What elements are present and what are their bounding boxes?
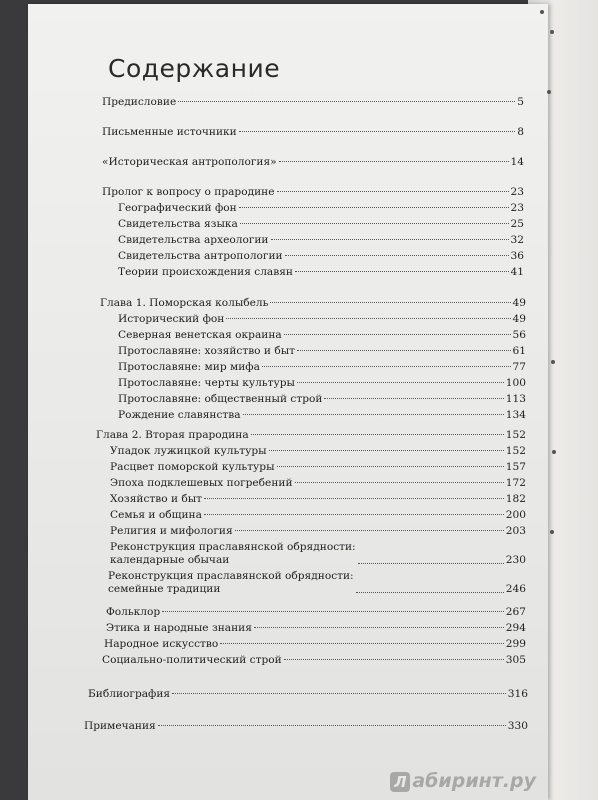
toc-entry [110, 525, 526, 538]
toc-leader-dots [295, 482, 504, 483]
toc-entry [84, 720, 528, 733]
toc-leader-dots [297, 382, 504, 383]
toc-entry [118, 250, 524, 263]
toc-entry [108, 570, 526, 596]
staple-hole [550, 530, 554, 534]
toc-leader-dots [172, 693, 506, 694]
toc-leader-dots [270, 302, 510, 303]
toc-entry [106, 606, 526, 619]
toc-leader-dots [277, 466, 504, 467]
toc-entry-label: Упадок лужицкой культуры [110, 445, 267, 457]
toc-page-number: 246 [505, 583, 526, 595]
toc-leader-dots [158, 725, 506, 726]
toc-leader-dots [269, 450, 504, 451]
toc-page-number: 294 [505, 622, 526, 634]
toc-page-number: 305 [505, 654, 526, 666]
toc-page-number: 100 [505, 377, 526, 389]
toc-entry-label: Хозяйство и быт [110, 493, 203, 505]
toc-entry-label: Протославяне: мир мифа [118, 361, 260, 373]
toc-entry [102, 156, 524, 169]
toc-entry [110, 445, 526, 458]
toc-entry [118, 313, 526, 326]
toc-leader-dots [162, 611, 504, 612]
toc-leader-dots [240, 223, 509, 224]
toc-page-number: 56 [512, 329, 526, 341]
toc-leader-dots [262, 366, 511, 367]
toc-entry [118, 409, 526, 422]
toc-leader-dots [251, 434, 504, 435]
toc-entry [100, 297, 526, 310]
toc-page-number: 23 [510, 202, 524, 214]
toc-page-number: 316 [507, 688, 528, 700]
toc-entry-label: Географический фон [118, 202, 237, 214]
toc-entry-label: Письменные источники [102, 126, 237, 138]
toc-entry-label-line1: Реконструкция праславянской обрядности: [108, 570, 354, 582]
toc-entry [118, 202, 524, 215]
toc-entry-label: Пролог к вопросу о прародине [102, 186, 275, 198]
toc-entry-label: Свидетельства археологии [118, 234, 269, 246]
toc-leader-dots [297, 350, 511, 351]
toc-page-number: 32 [510, 234, 524, 246]
toc-page-number: 200 [505, 509, 526, 521]
toc-leader-dots [356, 592, 504, 593]
toc-entry [88, 688, 528, 701]
toc-entry-label: Примечания [84, 720, 156, 732]
staple-hole [552, 450, 556, 454]
toc-entry-label: Религия и мифология [110, 525, 233, 537]
toc-entry [102, 126, 524, 139]
book-page [28, 4, 548, 800]
toc-page-number: 152 [505, 445, 526, 457]
toc-leader-dots [243, 414, 504, 415]
toc-page-number: 182 [505, 493, 526, 505]
toc-entry-label-line2: семейные традиции [108, 583, 221, 595]
toc-entry-label: Глава 2. Вторая прародина [96, 429, 249, 441]
toc-page-number: 61 [512, 345, 526, 357]
toc-entry-label: Расцвет поморской культуры [110, 461, 275, 473]
toc-page-number: 230 [505, 554, 526, 566]
watermark-badge: Л [390, 772, 410, 792]
toc-entry-label: Рождение славянства [118, 409, 241, 421]
toc-page-number: 157 [505, 461, 526, 473]
staple-hole [540, 10, 544, 14]
toc-leader-dots [324, 398, 503, 399]
toc-entry [110, 541, 526, 567]
toc-entry [118, 266, 524, 279]
toc-entry-label: Семья и община [110, 509, 202, 521]
toc-entry [118, 377, 526, 390]
toc-entry [106, 622, 526, 635]
toc-page-number: 203 [505, 525, 526, 537]
toc-entry-label-line2: календарные обычаи [110, 554, 230, 566]
toc-entry-label: Социально-политический строй [102, 654, 282, 666]
toc-entry [96, 429, 526, 442]
toc-entry [118, 361, 526, 374]
toc-entry-label: Исторический фон [118, 313, 225, 325]
toc-page-number: 330 [507, 720, 528, 732]
toc-page-number: 152 [505, 429, 526, 441]
watermark-logo [390, 770, 536, 792]
toc-entry [118, 393, 526, 406]
toc-entry-label [108, 570, 354, 596]
toc-leader-dots [285, 255, 509, 256]
staple-hole [551, 360, 555, 364]
toc-leader-dots [271, 239, 509, 240]
toc-entry-label: Библиография [88, 688, 171, 700]
toc-page-number: 134 [505, 409, 526, 421]
toc-leader-dots [239, 131, 516, 132]
toc-page-number: 41 [510, 266, 524, 278]
toc-page-number: 14 [510, 156, 524, 168]
toc-entry-label: Свидетельства антропологии [118, 250, 283, 262]
toc-leader-dots [358, 563, 504, 564]
toc-entry [118, 234, 524, 247]
toc-entry-label-line1: Реконструкция праславянской обрядности: [110, 541, 356, 553]
toc-page-number: 23 [510, 186, 524, 198]
toc-entry-label: Протославяне: общественный строй [118, 393, 323, 405]
toc-entry-label: Протославяне: черты культуры [118, 377, 295, 389]
toc-entry [118, 345, 526, 358]
toc-entry-label: Этика и народные знания [106, 622, 252, 634]
toc-entry-label: Народное искусство [104, 638, 219, 650]
toc-page-number: 49 [512, 313, 526, 325]
toc-entry [102, 654, 526, 667]
toc-leader-dots [235, 530, 504, 531]
toc-entry [118, 218, 524, 231]
toc-leader-dots [279, 161, 509, 162]
toc-entry-label: Теории происхождения славян [118, 266, 293, 278]
toc-page-number: 172 [505, 477, 526, 489]
toc-page-number: 8 [517, 126, 524, 138]
toc-entry [118, 329, 526, 342]
toc-leader-dots [204, 514, 504, 515]
staple-hole [547, 90, 551, 94]
table-of-contents [28, 4, 548, 800]
staple-hole [550, 30, 554, 34]
page-title: Содержание [108, 54, 281, 83]
toc-leader-dots [295, 271, 509, 272]
toc-entry-label: Свидетельства языка [118, 218, 238, 230]
toc-page-number: 25 [510, 218, 524, 230]
toc-leader-dots [284, 334, 511, 335]
toc-page-number: 113 [505, 393, 526, 405]
toc-leader-dots [226, 318, 510, 319]
watermark-text: абиринт.ру [412, 770, 536, 792]
toc-page-number: 49 [512, 297, 526, 309]
toc-leader-dots [254, 627, 504, 628]
toc-leader-dots [178, 101, 515, 102]
toc-page-number: 5 [517, 96, 524, 108]
toc-entry-label: Предисловие [102, 96, 177, 108]
toc-leader-dots [204, 498, 504, 499]
toc-entry [110, 461, 526, 474]
toc-leader-dots [284, 659, 504, 660]
toc-entry [110, 493, 526, 506]
toc-leader-dots [277, 191, 509, 192]
toc-page-number: 77 [512, 361, 526, 373]
toc-entry [110, 477, 526, 490]
toc-entry [104, 638, 526, 651]
toc-page-number: 299 [505, 638, 526, 650]
toc-entry-label: Протославяне: хозяйство и быт [118, 345, 296, 357]
toc-entry-label: «Историческая антропология» [102, 156, 277, 168]
toc-entry-label: Глава 1. Поморская колыбель [100, 297, 269, 309]
toc-entry-label: Эпоха подклешевых погребений [110, 477, 293, 489]
toc-entry [102, 96, 524, 109]
toc-page-number: 267 [505, 606, 526, 618]
toc-page-number: 36 [510, 250, 524, 262]
toc-entry-label: Северная венетская окраина [118, 329, 282, 341]
toc-entry [110, 509, 526, 522]
toc-entry-label [110, 541, 356, 567]
toc-entry-label: Фольклор [106, 606, 161, 618]
toc-leader-dots [239, 207, 509, 208]
toc-leader-dots [220, 643, 504, 644]
toc-entry [102, 186, 524, 199]
